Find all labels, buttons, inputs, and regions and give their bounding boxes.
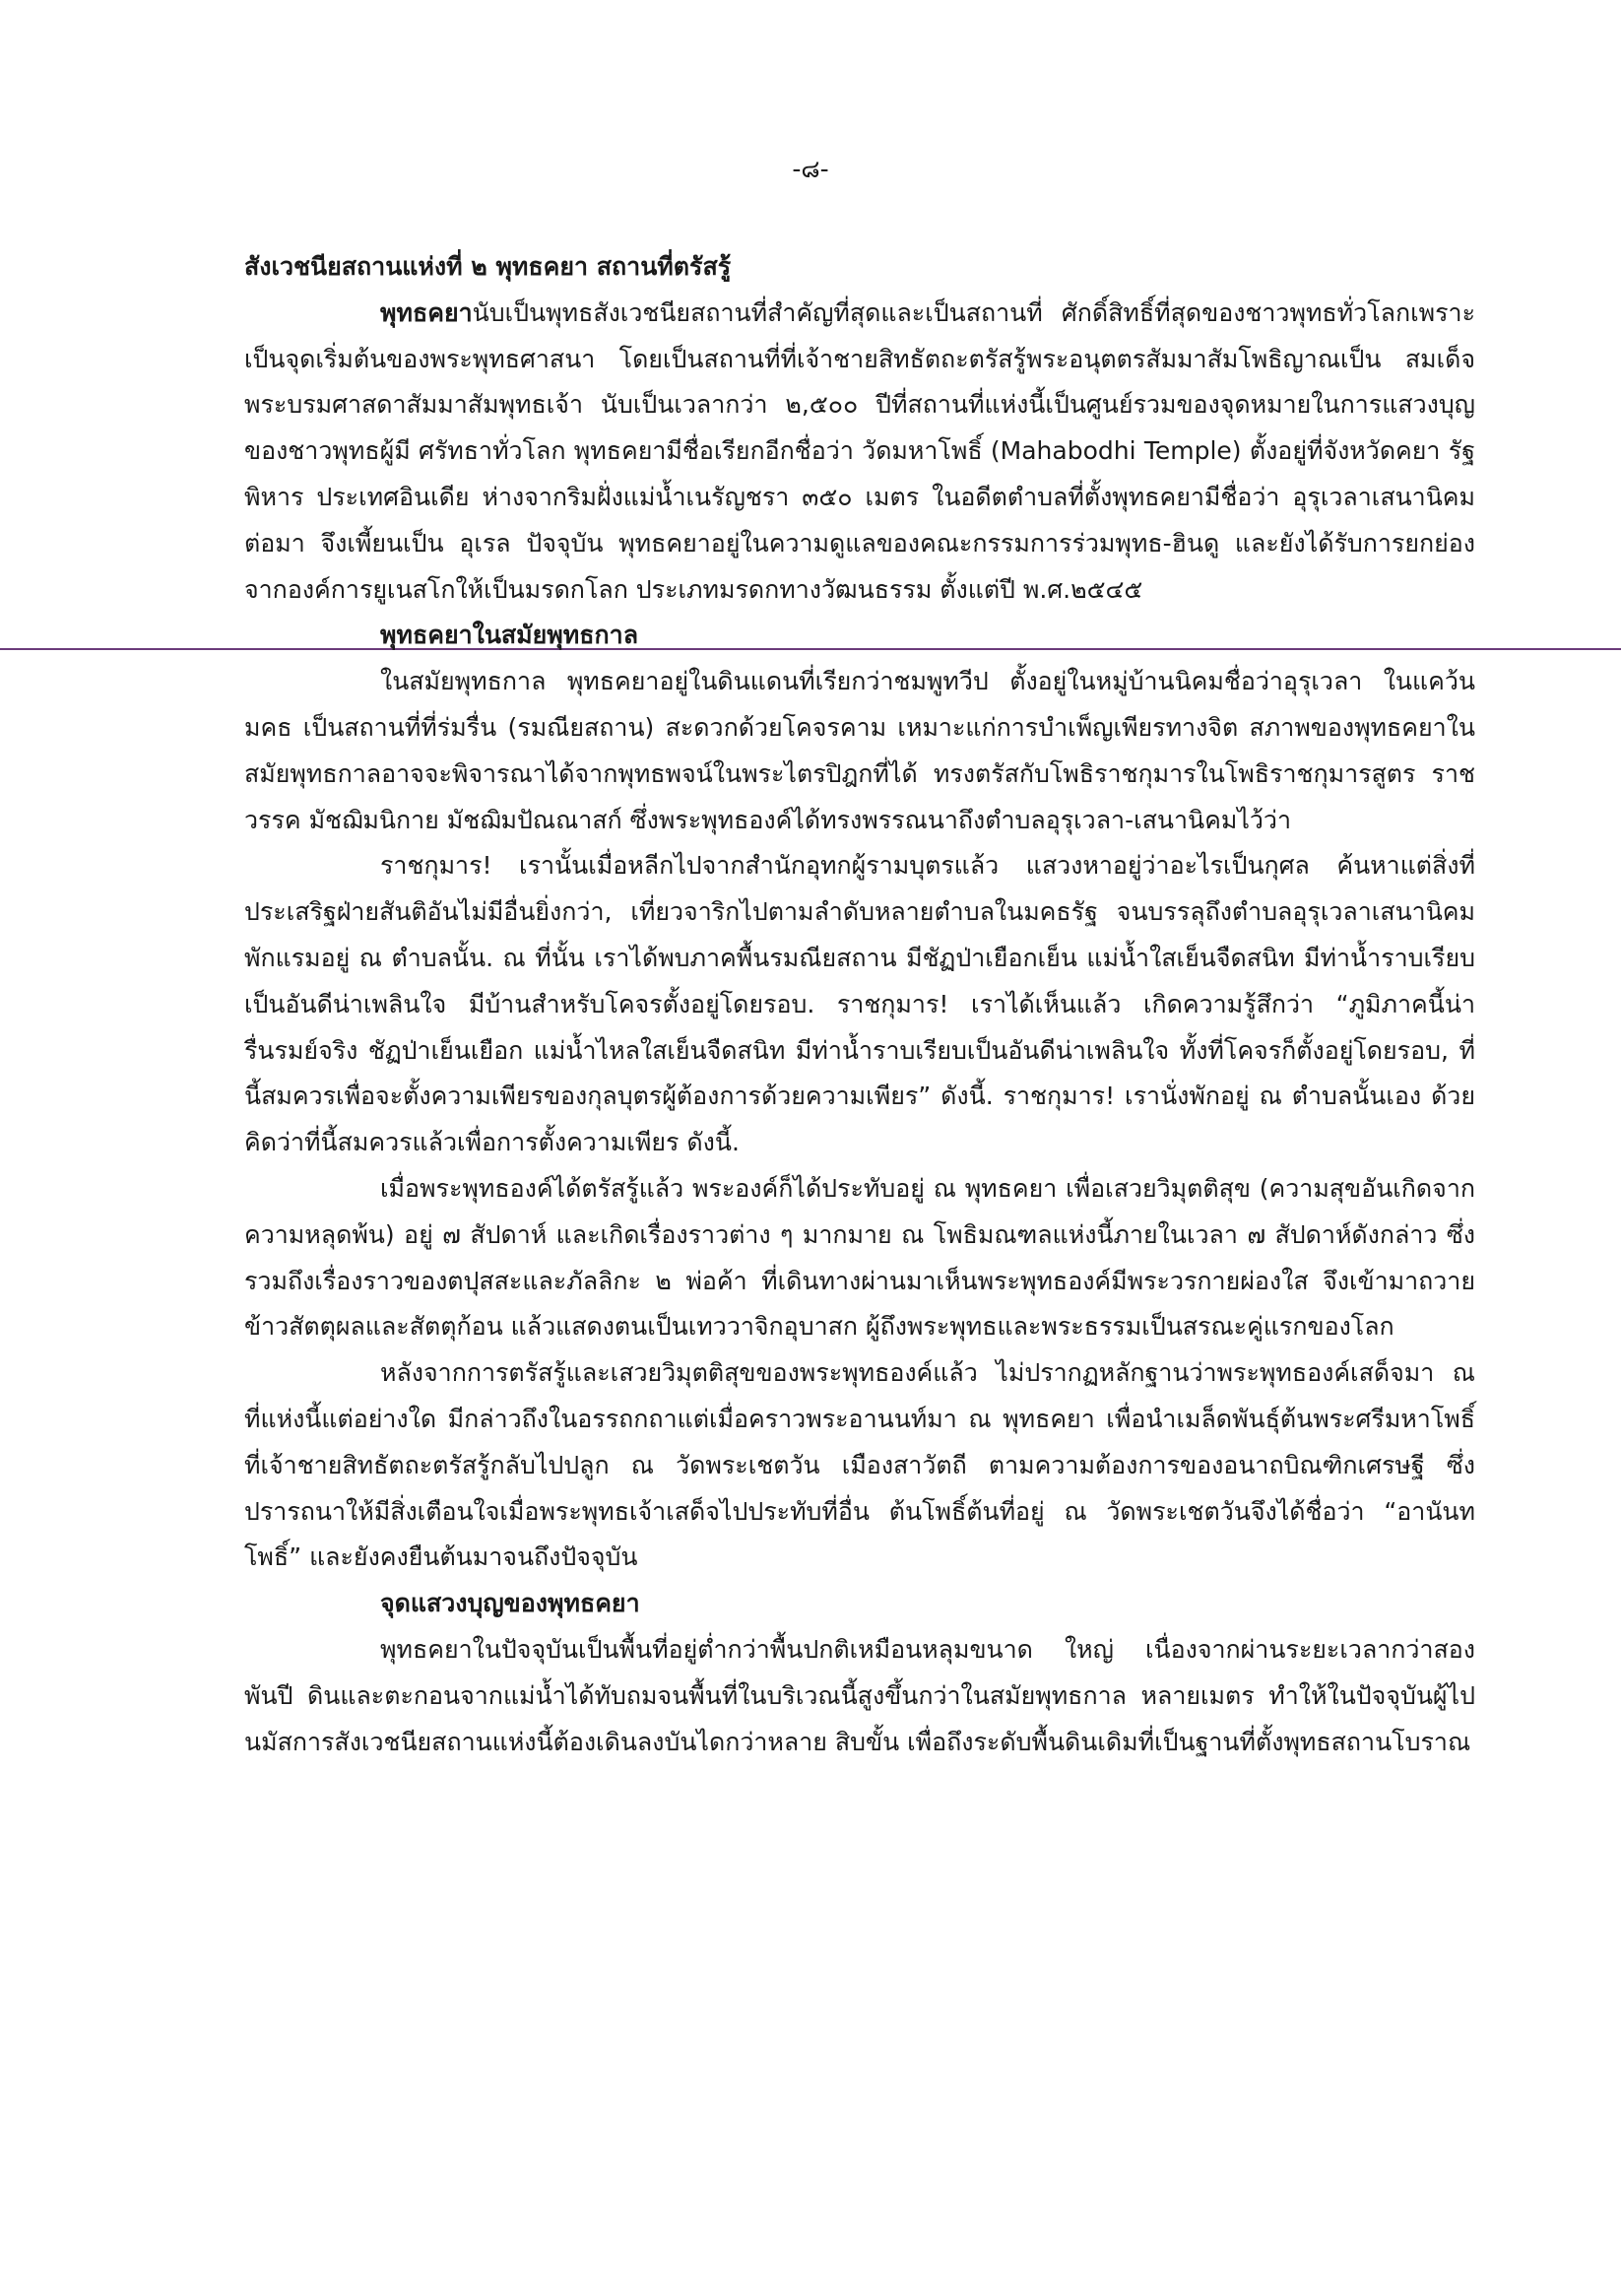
section-heading-pilgrimage: จุดแสวงบุญของพุทธคยา bbox=[380, 1589, 640, 1618]
paragraph: ราชกุมาร! เรานั้นเมื่อหลีกไปจากสำนักอุทกผู้รามบุตรแล้ว แสวงหาอยู่ว่าอะไรเป็นกุศล ค้นหาแต่สิ่งที่ประเสริฐฝ่ายสันติอันไม่มีอื่นยิ่งกว่า, เที่ยวจาริกไปตามลำดับหลายตำบลในมคธรัฐ จนบรรลุถึงตำบลอุรุเวลาเสนานิคม พักแรมอยู่ ณ ตำบลนั้น. ณ ที่นั้น เราได้พบภาคพื้นรมณียสถาน มีชัฏป่าเยือกเย็น แม่น้ำใสเย็นจืดสนิท มีท่าน้ำราบเรียบเป็นอันดีน่าเพลินใจ มีบ้านสำหรับโคจรตั้งอยู่โดยรอบ. ราชกุมาร! เราได้เห็นแล้ว เกิดความรู้สึกว่า “ภูมิภาคนี้น่ารื่นรมย์จริง ชัฏป่าเย็นเยือก แม่น้ำไหลใสเย็นจืดสนิท มีท่าน้ำราบเรียบเป็นอันดีน่าเพลินใจ ทั้งที่โคจรก็ตั้งอยู่โดยรอบ, ที่นี้สมควรเพื่อจะตั้งความเพียรของกุลบุตรผู้ต้องการด้วยความเพียร” ดังนี้. ราชกุมาร! เรานั่งพักอยู่ ณ ตำบลนั้นเอง ด้วยคิดว่าที่นี้สมควรแล้วเพื่อการตั้งความเพียร ดังนี้. bbox=[244, 851, 1475, 1157]
section-heading-buddha-era: พุทธคยาในสมัยพุทธกาล bbox=[380, 621, 639, 650]
intro-lead-term: พุทธคยา bbox=[380, 297, 473, 327]
paragraph: ในสมัยพุทธกาล พุทธคยาอยู่ในดินแดนที่เรียกว่าชมพูทวีป ตั้งอยู่ในหมู่บ้านนิคมชื่อว่าอุรุเวลา ในแคว้นมคธ เป็นสถานที่ที่ร่มรื่น (รมณียสถาน) สะดวกด้วยโคจรคาม เหมาะแก่การบำเพ็ญเพียรทางจิต สภาพของพุทธคยาในสมัยพุทธกาลอาจจะพิจารณาได้จากพุทธพจน์ในพระไตรปิฎกที่ได้ ทรงตรัสกับโพธิราชกุมารในโพธิราชกุมารสูตร ราชวรรค มัชฌิมนิกาย มัชฌิมปัณณาสก์ ซึ่งพระพุทธองค์ได้ทรงพรรณนาถึงตำบลอุรุเวลา-เสนานิคมไว้ว่า bbox=[244, 667, 1475, 834]
intro-paragraph bbox=[244, 291, 1475, 614]
section-title: สังเวชนียสถานแห่งที่ ๒ พุทธคยา สถานที่ตรัสรู้ bbox=[244, 252, 732, 281]
paragraph: เมื่อพระพุทธองค์ได้ตรัสรู้แล้ว พระองค์ก็ได้ประทับอยู่ ณ พุทธคยา เพื่อเสวยวิมุตติสุข (ความสุขอันเกิดจากความหลุดพ้น) อยู่ ๗ สัปดาห์ และเกิดเรื่องราวต่าง ๆ มากมาย ณ โพธิมณฑลแห่งนี้ภายในเวลา ๗ สัปดาห์ดังกล่าว ซึ่งรวมถึงเรื่องราวของตปุสสะและภัลลิกะ ๒ พ่อค้า ที่เดินทางผ่านมาเห็นพระพุทธองค์มีพระวรกายผ่องใส จึงเข้ามาถวายข้าวสัตตุผลและสัตตุก้อน แล้วแสดงตนเป็นเทววาจิกอุบาสก ผู้ถึงพระพุทธและพระธรรมเป็นสรณะคู่แรกของโลก bbox=[244, 1173, 1475, 1342]
intro-text: นับเป็นพุทธสังเวชนียสถานที่สำคัญที่สุดและเป็นสถานที่ ศักดิ์สิทธิ์ที่สุดของชาวพุทธทั่วโลกเพราะเป็นจุดเริ่มต้นของพระพุทธศาสนา โดยเป็นสถานที่ที่เจ้าชายสิทธัตถะตรัสรู้พระอนุตตรสัมมาสัมโพธิญาณเป็น สมเด็จพระบรมศาสดาสัมมาสัมพุทธเจ้า นับเป็นเวลากว่า ๒,๕๐๐ ปีที่สถานที่แห่งนี้เป็นศูนย์รวมของจุดหมายในการแสวงบุญของชาวพุทธผู้มี ศรัทธาทั่วโลก พุทธคยามีชื่อเรียกอีกชื่อว่า วัดมหาโพธิ์ (Mahabodhi Temple) ตั้งอยู่ที่จังหวัดคยา รัฐพิหาร ประเทศอินเดีย ห่างจากริมฝั่งแม่น้ำเนรัญชรา ๓๕๐ เมตร ในอดีตตำบลที่ตั้งพุทธคยามีชื่อว่า อุรุเวลาเสนานิคม ต่อมา จึงเพี้ยนเป็น อุเรล ปัจจุบัน พุทธคยาอยู่ในความดูแลของคณะกรรมการร่วมพุทธ-ฮินดู และยังได้รับการยกย่องจากองค์การยูเนสโกให้เป็นมรดกโลก ประเภทมรดกทางวัฒนธรรม ตั้งแต่ปี พ.ศ.๒๕๔๕ bbox=[244, 297, 1475, 604]
paragraph: หลังจากการตรัสรู้และเสวยวิมุตติสุขของพระพุทธองค์แล้ว ไม่ปรากฏหลักฐานว่าพระพุทธองค์เสด็จมา ณ ที่แห่งนี้แต่อย่างใด มีกล่าวถึงในอรรถกถาแต่เมื่อคราวพระอานนท์มา ณ พุทธคยา เพื่อนำเมล็ดพันธุ์ต้นพระศรีมหาโพธิ์ที่เจ้าชายสิทธัตถะตรัสรู้กลับไปปลูก ณ วัดพระเชตวัน เมืองสาวัตถี ตามความต้องการของอนาถบิณฑิกเศรษฐี ซึ่งปรารถนาให้มีสิ่งเตือนใจเมื่อพระพุทธเจ้าเสด็จไปประทับที่อื่น ต้นโพธิ์ต้นที่อยู่ ณ วัดพระเชตวันจึงได้ชื่อว่า “อานันทโพธิ์” และยังคงยืนต้นมาจนถึงปัจจุบัน bbox=[244, 1358, 1475, 1572]
paragraph: พุทธคยาในปัจจุบันเป็นพื้นที่อยู่ต่ำกว่าพื้นปกติเหมือนหลุมขนาด ใหญ่ เนื่องจากผ่านระยะเวลากว่าสองพันปี ดินและตะกอนจากแม่น้ำได้ทับถมจนพื้นที่ในบริเวณนี้สูงขึ้นกว่าในสมัยพุทธกาล หลายเมตร ทำให้ในปัจจุบันผู้ไปนมัสการสังเวชนียสถานแห่งนี้ต้องเดินลงบันไดกว่าหลาย สิบขั้น เพื่อถึงระดับพื้นดินเดิมที่เป็นฐานที่ตั้งพุทธสถานโบราณ bbox=[244, 1634, 1475, 1756]
document-body bbox=[244, 244, 1475, 1765]
page-number: -๘- bbox=[792, 155, 829, 183]
